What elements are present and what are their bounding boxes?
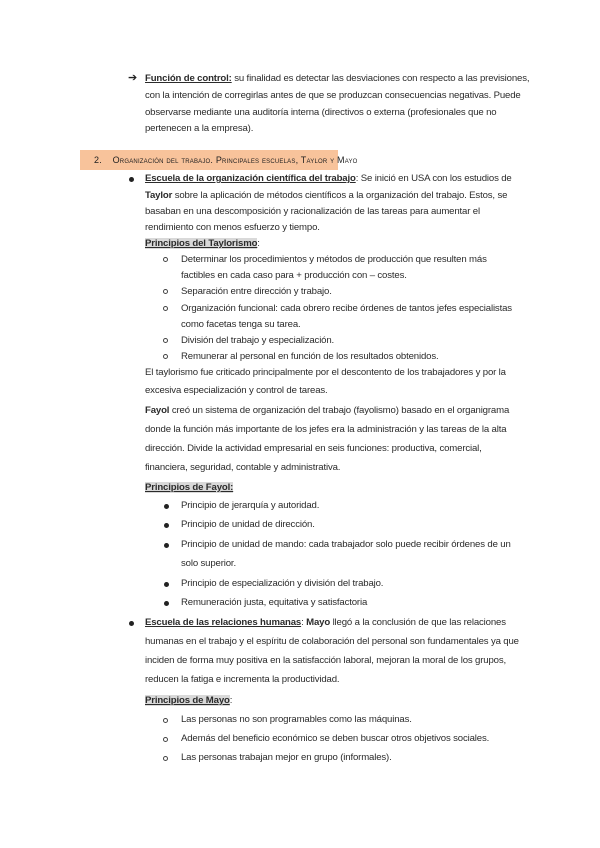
- section-number: 2.: [94, 155, 102, 165]
- relaciones-line-4: reducen la fatiga e incrementa la productividad.: [145, 674, 340, 685]
- fayol-item-5: Remuneración justa, equitativa y satisfactoria: [181, 597, 368, 608]
- fayol-name: Fayol: [145, 405, 170, 416]
- disc-bullet-icon: [164, 601, 169, 606]
- cientifica-line-2: Taylor sobre la aplicación de métodos científicos a la organización del trabajo. Estos, se: [145, 190, 508, 201]
- disc-bullet-icon: [129, 177, 134, 182]
- circle-bullet-icon: [163, 306, 168, 311]
- fayol-item-2: Principio de unidad de dirección.: [181, 519, 315, 530]
- circle-bullet-icon: [163, 737, 168, 742]
- mayo-item-3: Las personas trabajan mejor en grupo (informales).: [181, 752, 392, 763]
- control-title: Función de control:: [145, 73, 232, 84]
- taylorismo-item-1: Determinar los procedimientos y métodos de producción que resulten más: [181, 254, 487, 265]
- fayol-item-3: Principio de unidad de mando: cada trabajador solo puede recibir órdenes de un: [181, 539, 511, 550]
- taylorismo-item-4: División del trabajo y especialización.: [181, 335, 335, 346]
- disc-bullet-icon: [164, 582, 169, 587]
- control-paragraph-line-3: observarse mediante una auditoría interna (directivos o externa (profesionales que no: [145, 107, 497, 118]
- taylorismo-item-5: Remunerar al personal en función de los resultados obtenidos.: [181, 351, 439, 362]
- circle-bullet-icon: [163, 338, 168, 343]
- relaciones-line-2: humanas en el trabajo y el espíritu de colaboración del personal son fundamentales ya que: [145, 636, 519, 647]
- disc-bullet-icon: [164, 504, 169, 509]
- relaciones-line-3: inciden de forma muy positiva en la satisfacción laboral, mejoran la moral de los grupos,: [145, 655, 506, 666]
- relaciones-title: Escuela de las relaciones humanas: [145, 617, 302, 628]
- taylorismo-item-1-cont: factibles en cada caso para + producción con – costes.: [181, 270, 407, 281]
- fayol-heading: Principios de Fayol:: [145, 482, 234, 493]
- circle-bullet-icon: [163, 354, 168, 359]
- fayol-line-4: financiera, seguridad, contable y administrativa.: [145, 462, 341, 473]
- fayol-item-1: Principio de jerarquía y autoridad.: [181, 500, 320, 511]
- cientifica-line-3: basaban en una descomposición y racionalización de las tareas para aumentar el: [145, 206, 480, 217]
- taylorismo-critique-line-1: El taylorismo fue criticado principalmente por el descontento de los trabajadores y por la: [145, 367, 506, 378]
- fayol-line-2: donde la función más importante de los jefes era la administración y las tareas de la alta: [145, 424, 507, 435]
- relaciones-line-1: Escuela de las relaciones humanas: Mayo llegó a la conclusión de que las relaciones: [145, 617, 506, 628]
- mayo-item-1: Las personas no son programables como las máquinas.: [181, 714, 412, 725]
- disc-bullet-icon: [129, 621, 134, 626]
- disc-bullet-icon: [164, 523, 169, 528]
- taylorismo-item-3: Organización funcional: cada obrero recibe órdenes de tantos jefes especialistas: [181, 303, 512, 314]
- cientifica-line-1: Escuela de la organización científica del trabajo: Se inició en USA con los estudios de: [145, 173, 512, 184]
- taylorismo-heading: Principios del Taylorismo:: [145, 238, 260, 249]
- taylorismo-item-2: Separación entre dirección y trabajo.: [181, 286, 332, 297]
- fayol-line-1: Fayol creó un sistema de organización del trabajo (fayolismo) basado en el organigrama: [145, 405, 510, 416]
- taylorismo-critique-line-2: excesiva especialización y control de tareas.: [145, 385, 328, 396]
- taylorismo-item-3-cont: como facetas tenga su tarea.: [181, 319, 301, 330]
- arrow-bullet-icon: ➔: [128, 72, 138, 84]
- circle-bullet-icon: [163, 718, 168, 723]
- cientifica-title: Escuela de la organización científica del trabajo: [145, 173, 356, 184]
- fayol-line-3: dirección. Divide la actividad empresarial en seis funciones: productiva, comercial,: [145, 443, 482, 454]
- section-title: Organización del trabajo. Principales escuelas, Taylor y Mayo: [112, 155, 358, 165]
- section-heading: [94, 154, 358, 166]
- mayo-heading: Principios de Mayo:: [145, 695, 233, 706]
- fayol-item-3-cont: solo superior.: [181, 558, 236, 569]
- mayo-name: Mayo: [306, 617, 331, 628]
- control-paragraph-line-1: Función de control: su finalidad es detectar las desviaciones con respecto a las previsiones,: [145, 73, 530, 84]
- taylor-name: Taylor: [145, 190, 173, 201]
- cientifica-line-4: rendimiento con menos esfuerzo y tiempo.: [145, 222, 320, 233]
- circle-bullet-icon: [163, 756, 168, 761]
- circle-bullet-icon: [163, 289, 168, 294]
- control-paragraph-line-2: con la intención de corregirlas antes de que se produzcan consecuencias negativas. Puede: [145, 90, 521, 101]
- fayol-item-4: Principio de especialización y división del trabajo.: [181, 578, 384, 589]
- disc-bullet-icon: [164, 543, 169, 548]
- control-paragraph-line-4: pertenecen a la empresa).: [145, 123, 254, 134]
- circle-bullet-icon: [163, 257, 168, 262]
- mayo-item-2: Además del beneficio económico se deben buscar otros objetivos sociales.: [181, 733, 490, 744]
